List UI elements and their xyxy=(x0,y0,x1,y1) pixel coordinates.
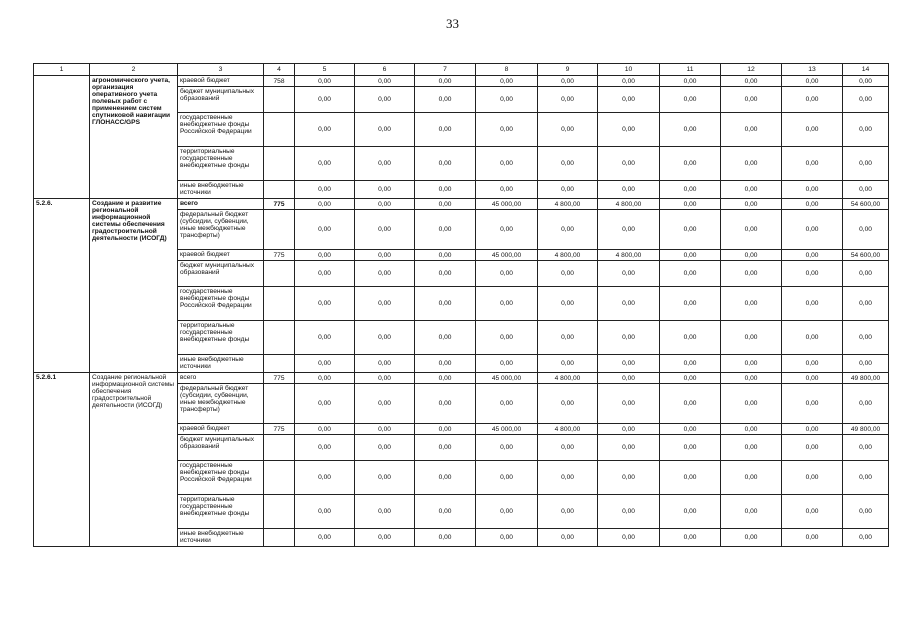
grbs-code xyxy=(264,87,295,113)
amount-cell: 0,00 xyxy=(355,76,415,87)
grbs-code xyxy=(264,287,295,321)
funding-source: бюджет муниципальных образований xyxy=(178,435,264,461)
amount-cell: 0,00 xyxy=(538,87,598,113)
column-header: 8 xyxy=(476,64,538,76)
item-code xyxy=(34,76,90,199)
amount-cell: 0,00 xyxy=(476,321,538,355)
amount-cell: 0,00 xyxy=(538,529,598,547)
amount-cell: 0,00 xyxy=(415,461,476,495)
amount-cell: 0,00 xyxy=(843,113,889,147)
amount-cell: 0,00 xyxy=(295,424,355,435)
grbs-code: 775 xyxy=(264,424,295,435)
amount-cell: 54 600,00 xyxy=(843,199,889,210)
item-name: Создание региональной информационной системы обеспечения градостроительной деятельности (ИСОГД) xyxy=(90,373,178,547)
amount-cell: 0,00 xyxy=(843,261,889,287)
amount-cell: 0,00 xyxy=(355,321,415,355)
amount-cell: 0,00 xyxy=(598,261,660,287)
amount-cell: 0,00 xyxy=(476,113,538,147)
amount-cell: 0,00 xyxy=(598,76,660,87)
amount-cell: 4 800,00 xyxy=(538,250,598,261)
table-row xyxy=(34,373,889,384)
amount-cell: 0,00 xyxy=(415,181,476,199)
amount-cell: 0,00 xyxy=(415,199,476,210)
funding-source: федеральный бюджет (субсидии, субвенции, иные межбюджетные трансферты) xyxy=(178,210,264,250)
amount-cell: 0,00 xyxy=(538,461,598,495)
amount-cell: 0,00 xyxy=(415,355,476,373)
page-number: 33 xyxy=(446,16,459,31)
amount-cell: 0,00 xyxy=(295,384,355,424)
funding-source: краевой бюджет xyxy=(178,76,264,87)
grbs-code xyxy=(264,210,295,250)
amount-cell: 0,00 xyxy=(415,210,476,250)
amount-cell: 0,00 xyxy=(843,147,889,181)
amount-cell: 0,00 xyxy=(355,495,415,529)
grbs-code: 775 xyxy=(264,373,295,384)
amount-cell: 0,00 xyxy=(721,461,782,495)
amount-cell: 0,00 xyxy=(538,384,598,424)
amount-cell: 45 000,00 xyxy=(476,250,538,261)
amount-cell: 0,00 xyxy=(415,435,476,461)
amount-cell: 0,00 xyxy=(538,113,598,147)
amount-cell: 0,00 xyxy=(660,76,721,87)
amount-cell: 0,00 xyxy=(355,424,415,435)
amount-cell: 0,00 xyxy=(782,495,843,529)
amount-cell: 0,00 xyxy=(476,355,538,373)
amount-cell: 0,00 xyxy=(782,210,843,250)
amount-cell: 0,00 xyxy=(295,495,355,529)
amount-cell: 0,00 xyxy=(721,529,782,547)
amount-cell: 4 800,00 xyxy=(598,250,660,261)
grbs-code xyxy=(264,435,295,461)
amount-cell: 0,00 xyxy=(415,76,476,87)
grbs-code xyxy=(264,181,295,199)
amount-cell: 0,00 xyxy=(782,461,843,495)
amount-cell: 0,00 xyxy=(782,355,843,373)
amount-cell: 0,00 xyxy=(415,113,476,147)
grbs-code xyxy=(264,261,295,287)
amount-cell: 0,00 xyxy=(295,287,355,321)
grbs-code: 775 xyxy=(264,250,295,261)
amount-cell: 0,00 xyxy=(598,373,660,384)
amount-cell: 0,00 xyxy=(660,424,721,435)
item-name: Создание и развитие региональной информационной системы обеспечения градостроительной деятельности (ИСОГД) xyxy=(90,199,178,373)
amount-cell: 0,00 xyxy=(721,199,782,210)
funding-source: федеральный бюджет (субсидии, субвенции, иные межбюджетные трансферты) xyxy=(178,384,264,424)
funding-source: иные внебюджетные источники xyxy=(178,355,264,373)
amount-cell: 0,00 xyxy=(538,181,598,199)
table-header-row xyxy=(34,64,889,76)
amount-cell: 0,00 xyxy=(476,181,538,199)
amount-cell: 0,00 xyxy=(476,287,538,321)
amount-cell: 0,00 xyxy=(598,321,660,355)
amount-cell: 0,00 xyxy=(721,147,782,181)
amount-cell: 0,00 xyxy=(295,87,355,113)
amount-cell: 0,00 xyxy=(598,210,660,250)
amount-cell: 0,00 xyxy=(295,529,355,547)
amount-cell: 0,00 xyxy=(538,210,598,250)
funding-source: всего xyxy=(178,199,264,210)
amount-cell: 0,00 xyxy=(355,287,415,321)
funding-source: иные внебюджетные источники xyxy=(178,181,264,199)
amount-cell: 0,00 xyxy=(295,355,355,373)
amount-cell: 0,00 xyxy=(415,287,476,321)
amount-cell: 0,00 xyxy=(476,147,538,181)
amount-cell: 0,00 xyxy=(660,355,721,373)
grbs-code xyxy=(264,355,295,373)
amount-cell: 0,00 xyxy=(355,261,415,287)
amount-cell: 0,00 xyxy=(660,321,721,355)
column-header: 9 xyxy=(538,64,598,76)
amount-cell: 0,00 xyxy=(355,87,415,113)
amount-cell: 0,00 xyxy=(721,435,782,461)
funding-source: территориальные государственные внебюджетные фонды xyxy=(178,321,264,355)
amount-cell: 0,00 xyxy=(721,87,782,113)
amount-cell: 45 000,00 xyxy=(476,424,538,435)
amount-cell: 0,00 xyxy=(538,355,598,373)
amount-cell: 0,00 xyxy=(355,435,415,461)
column-header: 5 xyxy=(295,64,355,76)
amount-cell: 4 800,00 xyxy=(538,424,598,435)
amount-cell: 0,00 xyxy=(598,113,660,147)
amount-cell: 0,00 xyxy=(660,461,721,495)
amount-cell: 0,00 xyxy=(538,261,598,287)
amount-cell: 0,00 xyxy=(355,250,415,261)
amount-cell: 0,00 xyxy=(295,373,355,384)
amount-cell: 0,00 xyxy=(538,495,598,529)
amount-cell: 0,00 xyxy=(721,261,782,287)
amount-cell: 0,00 xyxy=(355,181,415,199)
amount-cell: 0,00 xyxy=(355,384,415,424)
amount-cell: 0,00 xyxy=(843,181,889,199)
table-row xyxy=(34,199,889,210)
amount-cell: 0,00 xyxy=(295,199,355,210)
amount-cell: 0,00 xyxy=(843,210,889,250)
amount-cell: 0,00 xyxy=(660,529,721,547)
amount-cell: 49 800,00 xyxy=(843,373,889,384)
amount-cell: 0,00 xyxy=(782,87,843,113)
amount-cell: 0,00 xyxy=(415,261,476,287)
column-header: 12 xyxy=(721,64,782,76)
amount-cell: 0,00 xyxy=(355,113,415,147)
funding-source: территориальные государственные внебюджетные фонды xyxy=(178,147,264,181)
amount-cell: 0,00 xyxy=(415,373,476,384)
amount-cell: 0,00 xyxy=(660,87,721,113)
amount-cell: 0,00 xyxy=(355,373,415,384)
amount-cell: 0,00 xyxy=(782,199,843,210)
amount-cell: 0,00 xyxy=(721,210,782,250)
amount-cell: 0,00 xyxy=(843,384,889,424)
amount-cell: 0,00 xyxy=(598,355,660,373)
amount-cell: 0,00 xyxy=(660,384,721,424)
amount-cell: 0,00 xyxy=(355,199,415,210)
amount-cell: 0,00 xyxy=(843,435,889,461)
amount-cell: 0,00 xyxy=(782,373,843,384)
amount-cell: 0,00 xyxy=(782,147,843,181)
amount-cell: 4 800,00 xyxy=(538,199,598,210)
amount-cell: 0,00 xyxy=(355,461,415,495)
grbs-code xyxy=(264,495,295,529)
amount-cell: 0,00 xyxy=(538,435,598,461)
amount-cell: 0,00 xyxy=(415,384,476,424)
amount-cell: 0,00 xyxy=(476,261,538,287)
funding-source: иные внебюджетные источники xyxy=(178,529,264,547)
amount-cell: 0,00 xyxy=(782,250,843,261)
amount-cell: 0,00 xyxy=(476,495,538,529)
amount-cell: 45 000,00 xyxy=(476,199,538,210)
amount-cell: 0,00 xyxy=(355,355,415,373)
amount-cell: 0,00 xyxy=(476,435,538,461)
amount-cell: 0,00 xyxy=(415,147,476,181)
amount-cell: 0,00 xyxy=(660,250,721,261)
column-header: 11 xyxy=(660,64,721,76)
amount-cell: 0,00 xyxy=(782,384,843,424)
amount-cell: 0,00 xyxy=(660,435,721,461)
column-header: 7 xyxy=(415,64,476,76)
funding-source: краевой бюджет xyxy=(178,250,264,261)
amount-cell: 0,00 xyxy=(538,76,598,87)
amount-cell: 0,00 xyxy=(660,199,721,210)
amount-cell: 0,00 xyxy=(598,461,660,495)
amount-cell: 0,00 xyxy=(721,287,782,321)
amount-cell: 0,00 xyxy=(355,529,415,547)
amount-cell: 0,00 xyxy=(660,495,721,529)
grbs-code xyxy=(264,461,295,495)
amount-cell: 0,00 xyxy=(843,495,889,529)
amount-cell: 0,00 xyxy=(476,384,538,424)
funding-source: государственные внебюджетные фонды Российской Федерации xyxy=(178,461,264,495)
amount-cell: 0,00 xyxy=(415,424,476,435)
amount-cell: 0,00 xyxy=(598,529,660,547)
grbs-code xyxy=(264,113,295,147)
amount-cell: 0,00 xyxy=(295,113,355,147)
amount-cell: 0,00 xyxy=(538,287,598,321)
amount-cell: 0,00 xyxy=(782,529,843,547)
amount-cell: 0,00 xyxy=(660,373,721,384)
amount-cell: 0,00 xyxy=(782,76,843,87)
amount-cell: 0,00 xyxy=(415,321,476,355)
amount-cell: 0,00 xyxy=(355,210,415,250)
amount-cell: 4 800,00 xyxy=(538,373,598,384)
amount-cell: 0,00 xyxy=(415,250,476,261)
amount-cell: 0,00 xyxy=(295,210,355,250)
amount-cell: 0,00 xyxy=(721,113,782,147)
amount-cell: 0,00 xyxy=(721,384,782,424)
amount-cell: 0,00 xyxy=(843,461,889,495)
amount-cell: 0,00 xyxy=(476,210,538,250)
amount-cell: 0,00 xyxy=(782,181,843,199)
amount-cell: 0,00 xyxy=(721,495,782,529)
column-header: 1 xyxy=(34,64,90,76)
amount-cell: 0,00 xyxy=(598,147,660,181)
amount-cell: 54 600,00 xyxy=(843,250,889,261)
amount-cell: 0,00 xyxy=(660,210,721,250)
amount-cell: 0,00 xyxy=(598,495,660,529)
amount-cell: 0,00 xyxy=(476,87,538,113)
amount-cell: 0,00 xyxy=(660,147,721,181)
amount-cell: 0,00 xyxy=(476,461,538,495)
amount-cell: 0,00 xyxy=(721,355,782,373)
amount-cell: 0,00 xyxy=(598,181,660,199)
column-header: 13 xyxy=(782,64,843,76)
table-row xyxy=(34,76,889,87)
funding-source: государственные внебюджетные фонды Российской Федерации xyxy=(178,287,264,321)
amount-cell: 0,00 xyxy=(782,321,843,355)
amount-cell: 0,00 xyxy=(721,321,782,355)
column-header: 6 xyxy=(355,64,415,76)
amount-cell: 0,00 xyxy=(598,87,660,113)
column-header: 2 xyxy=(90,64,178,76)
amount-cell: 0,00 xyxy=(721,181,782,199)
item-code: 5.2.6. xyxy=(34,199,90,373)
amount-cell: 0,00 xyxy=(782,424,843,435)
amount-cell: 0,00 xyxy=(843,87,889,113)
item-code: 5.2.6.1 xyxy=(34,373,90,547)
amount-cell: 0,00 xyxy=(295,435,355,461)
amount-cell: 45 000,00 xyxy=(476,373,538,384)
amount-cell: 0,00 xyxy=(415,529,476,547)
amount-cell: 0,00 xyxy=(598,384,660,424)
funding-source: бюджет муниципальных образований xyxy=(178,261,264,287)
amount-cell: 0,00 xyxy=(782,435,843,461)
funding-source: государственные внебюджетные фонды Российской Федерации xyxy=(178,113,264,147)
column-header: 3 xyxy=(178,64,264,76)
budget-table xyxy=(33,63,889,547)
amount-cell: 0,00 xyxy=(476,76,538,87)
amount-cell: 0,00 xyxy=(295,250,355,261)
amount-cell: 0,00 xyxy=(721,424,782,435)
funding-source: территориальные государственные внебюджетные фонды xyxy=(178,495,264,529)
amount-cell: 49 800,00 xyxy=(843,424,889,435)
amount-cell: 0,00 xyxy=(782,261,843,287)
amount-cell: 0,00 xyxy=(843,529,889,547)
funding-source: краевой бюджет xyxy=(178,424,264,435)
grbs-code: 775 xyxy=(264,199,295,210)
amount-cell: 0,00 xyxy=(295,76,355,87)
amount-cell: 0,00 xyxy=(598,287,660,321)
amount-cell: 0,00 xyxy=(355,147,415,181)
item-name: агрономического учета, организация оперативного учета полевых работ с применением систем спутниковой навигации ГЛОНАСС/GPS xyxy=(90,76,178,199)
amount-cell: 0,00 xyxy=(660,287,721,321)
amount-cell: 0,00 xyxy=(721,373,782,384)
amount-cell: 0,00 xyxy=(660,181,721,199)
amount-cell: 0,00 xyxy=(295,321,355,355)
grbs-code xyxy=(264,321,295,355)
amount-cell: 0,00 xyxy=(660,261,721,287)
amount-cell: 4 800,00 xyxy=(598,199,660,210)
funding-source: всего xyxy=(178,373,264,384)
amount-cell: 0,00 xyxy=(538,321,598,355)
amount-cell: 0,00 xyxy=(295,181,355,199)
column-header: 10 xyxy=(598,64,660,76)
amount-cell: 0,00 xyxy=(538,147,598,181)
amount-cell: 0,00 xyxy=(843,287,889,321)
grbs-code: 758 xyxy=(264,76,295,87)
grbs-code xyxy=(264,147,295,181)
amount-cell: 0,00 xyxy=(660,113,721,147)
column-header: 14 xyxy=(843,64,889,76)
amount-cell: 0,00 xyxy=(295,261,355,287)
amount-cell: 0,00 xyxy=(598,435,660,461)
amount-cell: 0,00 xyxy=(415,495,476,529)
column-header: 4 xyxy=(264,64,295,76)
amount-cell: 0,00 xyxy=(721,250,782,261)
amount-cell: 0,00 xyxy=(295,461,355,495)
amount-cell: 0,00 xyxy=(782,113,843,147)
amount-cell: 0,00 xyxy=(843,321,889,355)
grbs-code xyxy=(264,529,295,547)
amount-cell: 0,00 xyxy=(295,147,355,181)
amount-cell: 0,00 xyxy=(476,529,538,547)
amount-cell: 0,00 xyxy=(782,287,843,321)
amount-cell: 0,00 xyxy=(721,76,782,87)
grbs-code xyxy=(264,384,295,424)
amount-cell: 0,00 xyxy=(843,76,889,87)
funding-source: бюджет муниципальных образований xyxy=(178,87,264,113)
amount-cell: 0,00 xyxy=(843,355,889,373)
amount-cell: 0,00 xyxy=(598,424,660,435)
amount-cell: 0,00 xyxy=(415,87,476,113)
